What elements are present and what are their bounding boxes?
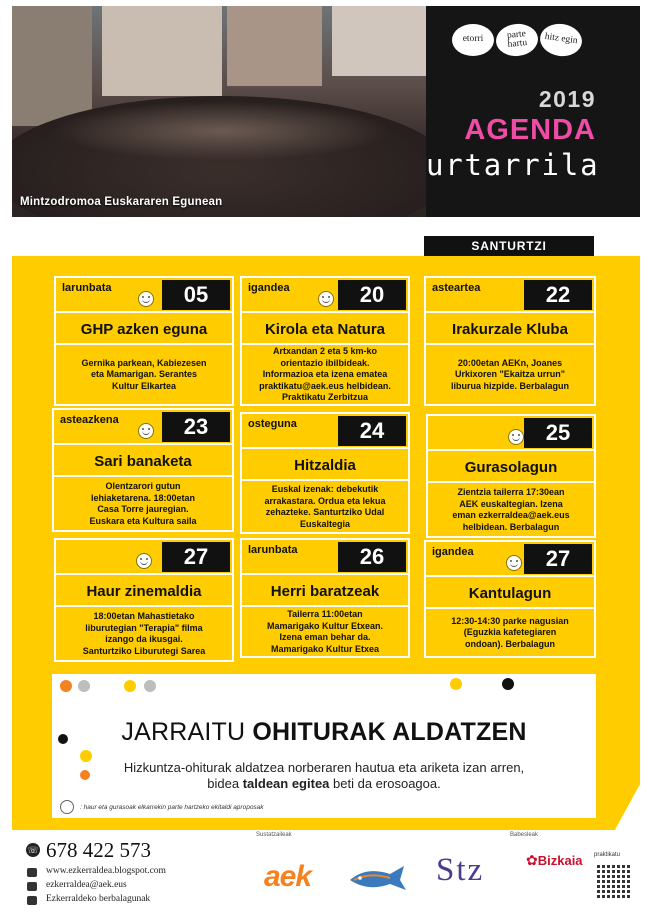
event-description <box>248 484 402 530</box>
footer-facebook[interactable]: Ezkerraldeko berbalagunak <box>46 894 151 904</box>
event-date: 20 <box>338 280 406 310</box>
event-card-header <box>242 414 408 449</box>
event-card[interactable] <box>240 412 410 534</box>
event-title: Herri baratzeak <box>242 577 408 607</box>
praktikatu-logo: praktikatu <box>594 852 621 858</box>
event-card-header <box>426 542 594 577</box>
photo-caption: Mintzodromoa Euskararen Egunean <box>20 196 223 208</box>
event-description-line: zehazteke. Santurtziko Udal <box>265 507 385 517</box>
bizkaia-mark-icon: ✿ <box>526 852 538 868</box>
event-description-line: helbidean. Berbalagun <box>462 521 560 532</box>
whatsapp-icon: ☏ <box>27 845 39 855</box>
event-description <box>248 348 402 402</box>
smiley-icon <box>508 429 524 445</box>
event-date: 27 <box>162 542 230 572</box>
decor-dot <box>144 680 156 692</box>
jarraitu-title-light: JARRAITU <box>121 718 246 746</box>
footer-web[interactable]: www.ezkerraldea.blogspot.com <box>46 866 166 876</box>
decor-dot <box>78 680 90 692</box>
event-card[interactable] <box>426 414 596 538</box>
jarraitu-title-bold: OHITURAK ALDATZEN <box>252 718 527 746</box>
event-title: Gurasolagun <box>428 453 594 483</box>
event-title: Hitzaldia <box>242 451 408 481</box>
event-card-header <box>56 278 232 313</box>
event-description-line: 20:00etan AEKn, Joanes <box>457 357 563 368</box>
event-description-line: AEK euskaltegian. Izena <box>459 498 563 509</box>
event-weekday: igandea <box>432 546 474 558</box>
event-title: Sari banaketa <box>54 447 232 477</box>
smiley-icon <box>506 555 522 571</box>
event-description-line: Mamarigako Kultur Etxean. <box>266 620 384 631</box>
event-description-line: 18:00etan Mahastietako <box>93 611 195 621</box>
event-description-line: liburua hizpide. Berbalagun <box>450 380 569 391</box>
event-card[interactable] <box>54 538 234 662</box>
event-description-line: lehiaketarena. 18:00etan <box>90 492 196 503</box>
event-title: GHP azken eguna <box>56 315 232 345</box>
stz-logo: Stz <box>436 852 485 888</box>
supporters-label: Babesleak <box>510 832 539 838</box>
event-description-line: Santurtziko Liburutegi Sarea <box>82 645 206 656</box>
event-card[interactable] <box>424 276 596 406</box>
phone-number: 678 422 573 <box>46 838 151 862</box>
jarraitu-text-line2a: bidea <box>207 776 240 791</box>
event-description-line: Euskal izenak: debekutik <box>271 484 379 494</box>
decor-dot <box>450 678 462 690</box>
speech-bubble: parte hartu <box>494 22 539 58</box>
jarraitu-title <box>52 718 596 747</box>
event-description <box>62 610 226 658</box>
jarraitu-text-bold: taldean egitea <box>242 776 330 791</box>
event-weekday: asteartea <box>432 282 481 294</box>
event-date: 27 <box>524 544 592 574</box>
event-weekday: asteazkena <box>60 414 119 426</box>
bizkaia-logo <box>526 852 583 869</box>
jarraitu-box <box>52 674 596 818</box>
event-description <box>248 610 402 654</box>
smiley-icon <box>136 553 152 569</box>
event-description-line: Euskaltegia <box>299 518 350 529</box>
smiley-icon <box>138 291 154 307</box>
fish-logo <box>346 860 410 894</box>
event-title: Kirola eta Natura <box>242 315 408 345</box>
decor-dot <box>124 680 136 692</box>
event-description-line: Kultur Elkartea <box>111 380 177 391</box>
event-title: Kantulagun <box>426 579 594 609</box>
speech-bubble: hitz egin <box>538 21 584 59</box>
web-icon <box>27 868 37 877</box>
bizkaia-name: Bizkaia <box>537 853 583 868</box>
event-date: 26 <box>338 542 406 572</box>
event-description <box>60 480 226 528</box>
event-description-line: Izena eman behar da. <box>279 632 371 642</box>
footer <box>0 830 648 919</box>
smiley-icon <box>138 423 154 439</box>
email-icon <box>27 882 37 891</box>
event-card-header <box>242 278 408 313</box>
event-date: 22 <box>524 280 592 310</box>
decor-dot <box>502 678 514 690</box>
event-description-line: praktikatu@aek.eus helbidean. <box>259 380 391 391</box>
jarraitu-text <box>72 760 576 792</box>
event-date: 24 <box>338 416 406 446</box>
event-description-line: Casa Torre jauregian. <box>97 504 189 514</box>
smiley-icon <box>318 291 334 307</box>
event-description <box>62 348 226 402</box>
smiley-legend: : haur eta gurasoak elkarrekin parte hartzeko ekitaldi aproposak <box>80 804 264 811</box>
event-description-line: liburutegian "Terapia" filma <box>85 622 203 633</box>
hero-photo <box>12 6 426 217</box>
event-description-line: ondoan). Berbalagun <box>465 638 555 649</box>
qr-code-icon[interactable] <box>597 864 631 898</box>
event-description-line: (Eguzkia kafetegiaren <box>463 627 557 638</box>
event-title: Haur zinemaldia <box>56 577 232 607</box>
title-agenda: AGENDA <box>464 114 596 146</box>
facebook-icon <box>27 896 37 905</box>
event-description-line: 12:30-14:30 parke nagusian <box>451 615 569 626</box>
event-description-line: Tailerra 11:00etan <box>287 609 363 619</box>
event-card[interactable] <box>240 538 410 658</box>
event-description <box>434 486 588 534</box>
event-title: Irakurzale Kluba <box>426 315 594 345</box>
event-card[interactable] <box>52 408 234 532</box>
smiley-icon <box>60 800 74 814</box>
event-description-line: Informazioa eta izena ematea <box>262 369 388 380</box>
sponsors-label: Sustatzaileak <box>256 832 292 838</box>
event-description-line: izango da ikusgai. <box>105 634 183 644</box>
event-card-header <box>242 540 408 575</box>
event-date: 23 <box>162 412 230 442</box>
jarraitu-text-line2b: beti da erosoagoa. <box>333 776 441 791</box>
event-description-line: eman ezkerraldea@aek.eus <box>452 510 570 520</box>
event-card-header <box>56 540 232 575</box>
event-weekday: larunbata <box>248 544 298 556</box>
event-description-line: Urkixoren "Ekaitza urrun" <box>454 369 566 380</box>
event-description-line: Olentzarori gutun <box>105 481 181 491</box>
event-description-line: Artxandan 2 eta 5 km-ko <box>272 346 378 357</box>
event-description-line: orientazio ibilbideak. <box>280 357 370 368</box>
location-label: SANTURTZI <box>424 236 594 256</box>
event-description-line: arrakastara. Ordua eta lekua <box>264 495 386 506</box>
event-description-line: Praktikatu Zerbitzua <box>281 392 368 403</box>
event-description-line: Gernika parkean, Kabiezesen <box>81 357 207 368</box>
event-card-header <box>54 410 232 445</box>
title-year: 2019 <box>538 86 596 112</box>
event-card-header <box>428 416 594 451</box>
event-card[interactable] <box>424 540 596 658</box>
event-description <box>432 348 588 402</box>
aek-logo: aek <box>264 860 312 893</box>
event-weekday: larunbata <box>62 282 112 294</box>
event-description-line: Zientzia tailerra 17:30ean <box>457 487 565 497</box>
event-description <box>432 612 588 654</box>
event-card[interactable] <box>240 276 410 406</box>
event-card[interactable] <box>54 276 234 406</box>
jarraitu-text-line1: Hizkuntza-ohiturak aldatzea norberaren hautua eta ariketa izan arren, <box>123 760 525 775</box>
event-date: 05 <box>162 280 230 310</box>
event-date: 25 <box>524 418 592 448</box>
footer-email[interactable]: ezkerraldea@aek.eus <box>46 880 127 890</box>
title-month: urtarrila <box>426 148 600 182</box>
event-weekday: osteguna <box>248 418 297 430</box>
event-weekday: igandea <box>248 282 290 294</box>
event-description-line: Mamarigako Kultur Etxea <box>270 643 380 654</box>
decor-dot <box>60 680 72 692</box>
event-card-header <box>426 278 594 313</box>
event-description-line: Euskara eta Kultura saila <box>89 515 197 526</box>
title-box <box>426 6 640 217</box>
speech-bubble: etorri <box>452 24 494 56</box>
event-description-line: eta Mamarigan. Serantes <box>90 369 198 380</box>
